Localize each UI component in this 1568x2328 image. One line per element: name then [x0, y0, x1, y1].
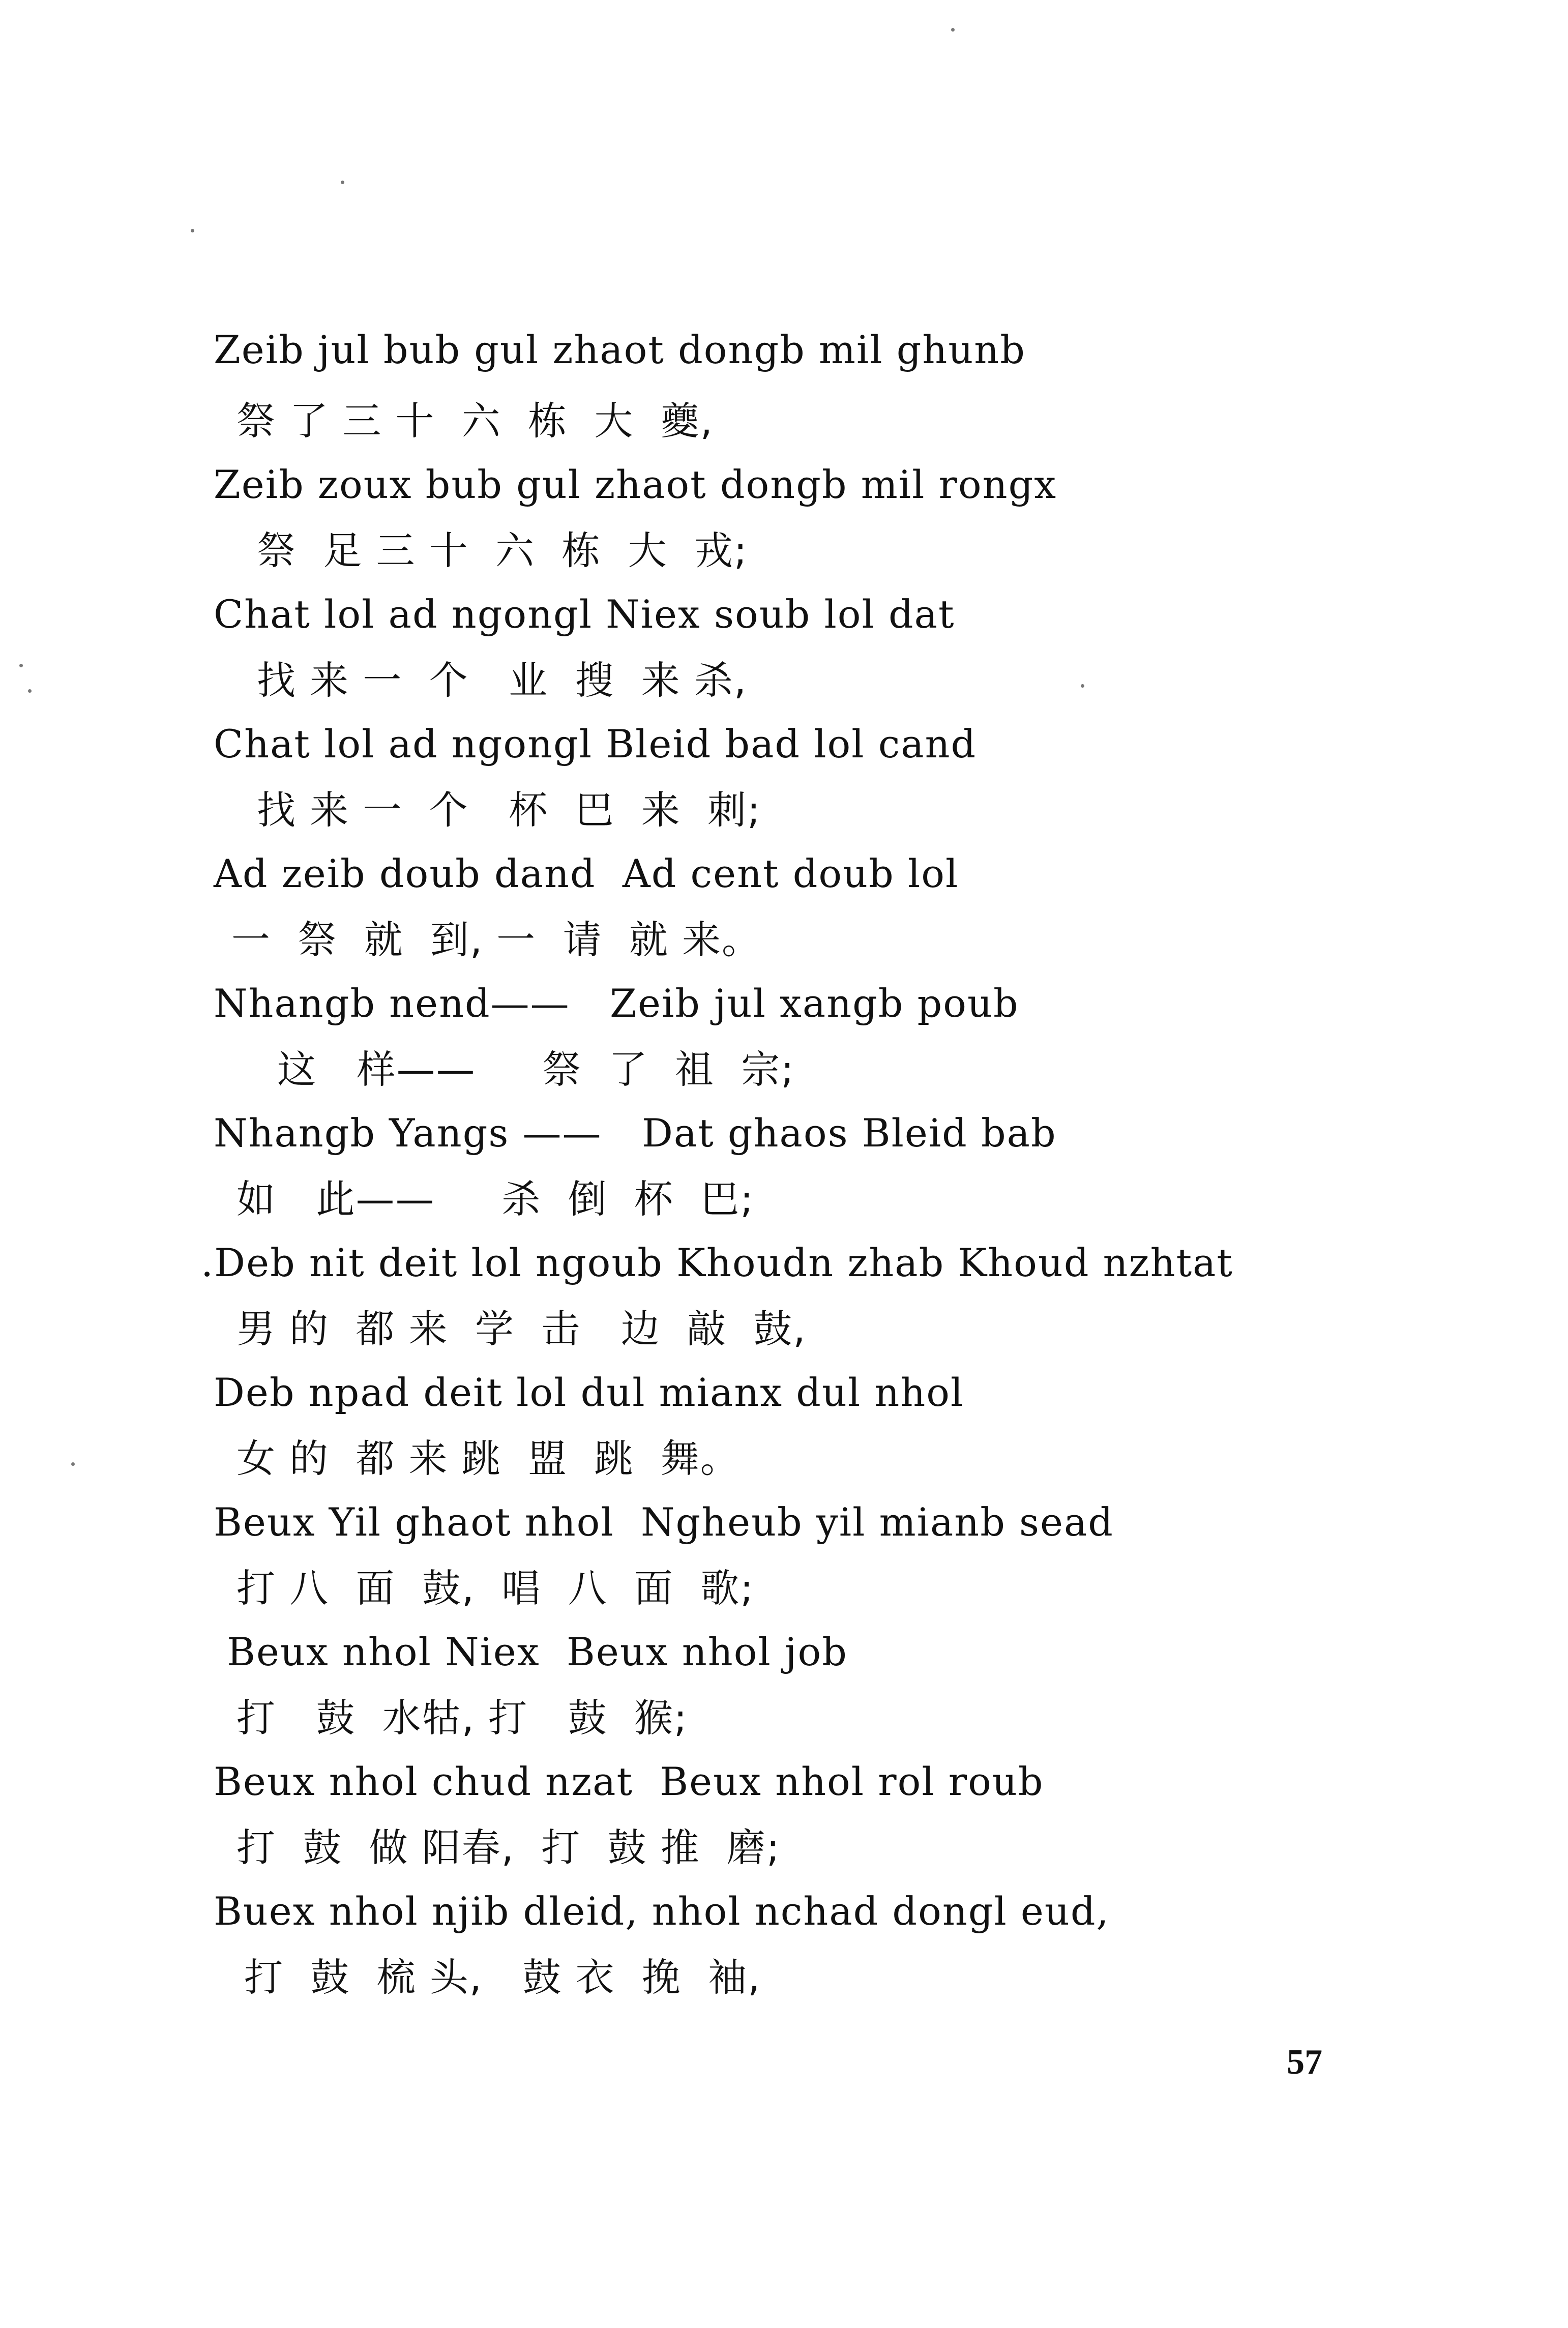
romanized-line: Deb npad deit lol dul mianx dul nhol	[214, 1370, 964, 1415]
scan-speck	[1081, 684, 1084, 688]
romanized-line: Chat lol ad ngongl Bleid bad lol cand	[214, 721, 977, 767]
chinese-line: 男 的 都 来 学 击 边 敲 鼓,	[236, 1306, 807, 1351]
scan-speck	[28, 689, 32, 693]
chinese-line: 打 八 面 鼓, 唱 八 面 歌;	[236, 1566, 754, 1611]
chinese-line: 打 鼓 水牯, 打 鼓 猴;	[236, 1695, 688, 1741]
romanized-line: Nhangb nend—— Zeib jul xangb poub	[214, 981, 1019, 1026]
chinese-line: 找 来 一 个 业 搜 来 杀,	[257, 658, 748, 703]
chinese-line: 祭 了 三 十 六 栋 大 夔,	[236, 398, 714, 444]
romanized-line: Zeib jul bub gul zhaot dongb mil ghunb	[214, 327, 1026, 372]
chinese-line: 祭 足 三 十 六 栋 大 戎;	[257, 528, 748, 573]
chinese-line: 打 鼓 做 阳春, 打 鼓 推 磨;	[236, 1825, 781, 1870]
chinese-line: 找 来 一 个 杯 巴 来 刺;	[257, 787, 761, 833]
romanized-line: Beux nhol chud nzat Beux nhol rol roub	[214, 1759, 1044, 1804]
chinese-line: 这 样—— 祭 了 祖 宗;	[277, 1047, 795, 1092]
chinese-line: 女 的 都 来 跳 盟 跳 舞。	[236, 1436, 740, 1481]
scan-speck	[71, 1462, 75, 1466]
chinese-line: 如 此—— 杀 倒 杯 巴;	[236, 1176, 754, 1222]
page-number: 57	[1287, 2043, 1322, 2082]
scan-speck	[19, 664, 23, 667]
romanized-line: Beux Yil ghaot nhol Ngheub yil mianb sead	[214, 1499, 1114, 1545]
scan-speck	[951, 28, 955, 32]
scan-speck	[191, 229, 194, 232]
romanized-line: .Deb nit deit lol ngoub Khoudn zhab Khoud nzhtat	[201, 1240, 1233, 1285]
romanized-line: Nhangb Yangs —— Dat ghaos Bleid bab	[214, 1110, 1057, 1156]
chinese-line: 打 鼓 梳 头, 鼓 衣 挽 袖,	[244, 1955, 761, 2000]
romanized-line: Zeib zoux bub gul zhaot dongb mil rongx	[214, 462, 1057, 507]
scan-speck	[341, 181, 344, 184]
romanized-line: Ad zeib doub dand Ad cent doub lol	[214, 851, 959, 896]
romanized-line: Beux nhol Niex Beux nhol job	[214, 1629, 848, 1674]
romanized-line: Chat lol ad ngongl Niex soub lol dat	[214, 592, 955, 637]
romanized-line: Buex nhol njib dleid, nhol nchad dongl eud,	[214, 1889, 1110, 1934]
chinese-line: 一 祭 就 到, 一 请 就 来。	[231, 917, 762, 962]
